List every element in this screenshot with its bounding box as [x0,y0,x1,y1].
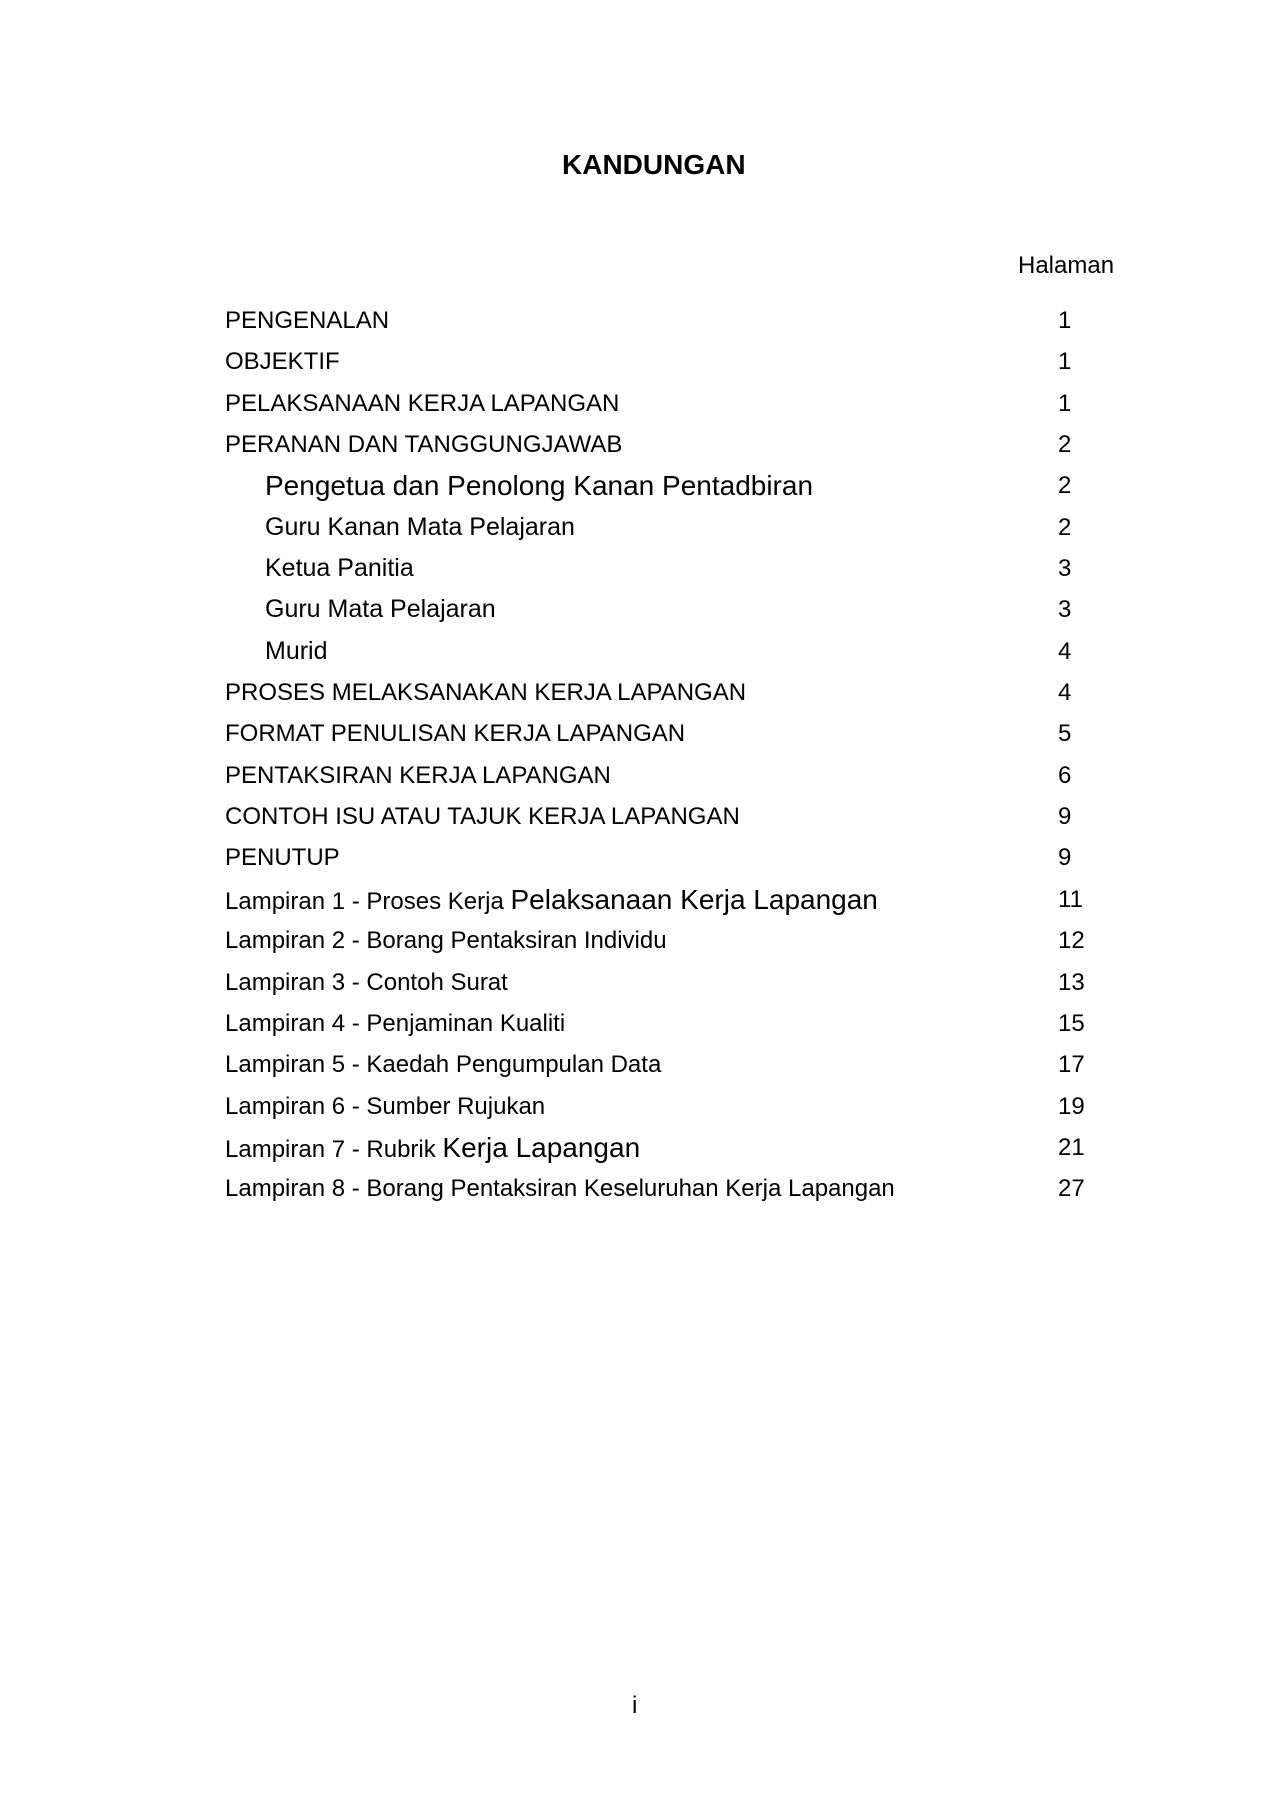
toc-row [0,300,1274,341]
toc-entry-label [225,962,508,1006]
toc-entry-page: 15 [1058,1009,1085,1037]
toc-row [0,1044,1274,1085]
toc-entry-segment: Lampiran 8 - Borang Pentaksiran Keseluruhan Kerja Lapangan [225,1175,895,1203]
toc-entry-segment: Guru Mata Pelajaran [265,595,496,624]
table-of-contents [0,300,1274,1210]
toc-entry-page: 1 [1058,348,1072,376]
toc-entry-label [225,837,340,881]
toc-entry-label [225,755,611,799]
toc-entry-segment: PENTAKSIRAN KERJA LAPANGAN [225,761,611,789]
page-column-header: Halaman [1018,252,1115,279]
toc-entry-segment: OBJEKTIF [225,348,340,376]
toc-row [0,672,1274,713]
toc-row [0,920,1274,961]
toc-row [0,837,1274,878]
toc-entry-segment: Lampiran 6 - Sumber Rujukan [225,1092,546,1120]
toc-entry-label [225,424,622,468]
toc-entry-page: 1 [1058,389,1072,417]
toc-entry-label [265,631,328,675]
toc-entry-label [225,1086,545,1130]
toc-entry-segment: Lampiran 3 - Contoh Surat [225,968,508,996]
toc-row [0,1003,1274,1044]
toc-entry-page: 9 [1058,803,1072,831]
toc-row [0,341,1274,382]
toc-entry-page: 2 [1058,472,1072,500]
toc-entry-label [225,300,389,344]
toc-entry-page: 9 [1058,844,1072,872]
toc-entry-label [225,341,340,385]
toc-entry-label [265,507,575,551]
toc-row [0,713,1274,754]
toc-entry-page: 3 [1058,596,1072,624]
toc-entry-page: 1 [1058,307,1072,334]
toc-entry-segment: PENGENALAN [225,307,390,334]
toc-entry-label [265,465,813,511]
toc-entry-segment: Murid [265,636,328,665]
toc-entry-segment: Lampiran 5 - Kaedah Pengumpulan Data [225,1051,662,1079]
toc-entry-label [225,713,685,757]
toc-entry-label [225,796,740,840]
toc-entry-page: 21 [1058,1133,1085,1161]
toc-entry-label [225,1127,640,1173]
toc-row [0,465,1274,506]
toc-entry-page: 13 [1058,968,1085,996]
toc-entry-label [225,1168,895,1212]
toc-entry-segment: PERANAN DAN TANGGUNGJAWAB [225,431,623,459]
toc-entry-segment: Lampiran 7 - Rubrik [225,1135,443,1163]
toc-row [0,383,1274,424]
toc-entry-page: 5 [1058,720,1072,748]
toc-entry-label [225,672,746,716]
page-title: KANDUNGAN [562,149,746,180]
toc-entry-segment: CONTOH ISU ATAU TAJUK KERJA LAPANGAN [225,803,740,831]
toc-row [0,1086,1274,1127]
toc-entry-page: 2 [1058,431,1072,459]
toc-entry-segment: Lampiran 4 - Penjaminan Kualiti [225,1009,566,1037]
toc-entry-page: 6 [1058,761,1072,789]
toc-entry-segment: PELAKSANAAN KERJA LAPANGAN [225,389,620,417]
toc-row [0,548,1274,589]
toc-entry-page: 12 [1058,927,1085,955]
toc-entry-page: 27 [1058,1175,1085,1203]
toc-row [0,589,1274,630]
toc-entry-page: 11 [1058,885,1083,913]
toc-entry-segment: Pengetua dan Penolong Kanan Pentadbiran [265,470,814,502]
toc-row [0,796,1274,837]
toc-entry-segment: Lampiran 1 - Proses Kerja [225,887,511,915]
toc-entry-page: 2 [1058,513,1072,541]
toc-entry-page: 3 [1058,555,1072,583]
toc-entry-segment: Pelaksanaan Kerja Lapangan [510,883,878,915]
footer-page-number: i [632,1692,638,1719]
toc-entry-page: 4 [1058,679,1072,707]
toc-entry-segment: Ketua Panitia [265,554,414,583]
toc-row [0,1168,1274,1209]
toc-entry-label [265,589,496,633]
toc-row [0,962,1274,1003]
toc-row [0,879,1274,920]
toc-entry-segment: FORMAT PENULISAN KERJA LAPANGAN [225,720,686,748]
toc-entry-segment: Lampiran 2 - Borang Pentaksiran Individu [225,927,667,955]
toc-entry-label [265,548,414,592]
toc-entry-segment: Guru Kanan Mata Pelajaran [265,512,575,541]
toc-entry-label [225,920,667,964]
toc-entry-label [225,879,878,925]
toc-entry-page: 4 [1058,637,1072,665]
toc-entry-label [225,383,619,427]
toc-row [0,755,1274,796]
toc-entry-label [225,1003,565,1047]
toc-entry-segment: PENUTUP [225,844,340,872]
toc-entry-page: 19 [1058,1092,1085,1120]
toc-entry-label [225,1044,661,1088]
toc-row [0,1127,1274,1168]
toc-row [0,631,1274,672]
toc-row [0,507,1274,548]
toc-entry-segment: Kerja Lapangan [442,1131,641,1163]
toc-entry-segment: PROSES MELAKSANAKAN KERJA LAPANGAN [225,679,747,707]
toc-entry-page: 17 [1058,1051,1085,1079]
toc-row [0,424,1274,465]
